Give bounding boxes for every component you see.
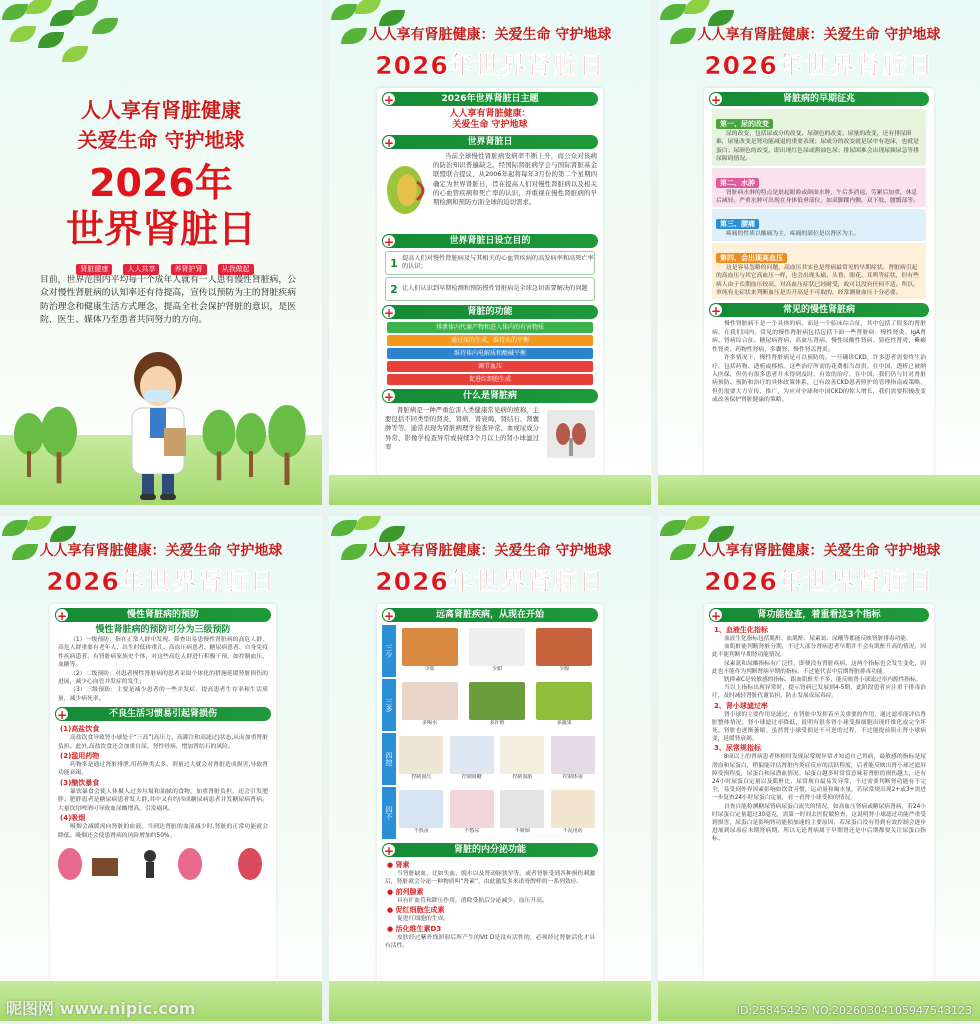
- check-1-text-3: 尿素氮和尿酸指标有广泛性，即便没有肾脏疾病，这两个指标也会发生变化，因此也不能作为判断肾病早期的指标，不过能代表中后期肾脏排毒功能。: [712, 660, 926, 675]
- endo-3-title: ● 促红细胞生成素: [387, 906, 445, 915]
- check-2-title: 2、肾小球滤过率: [714, 701, 768, 710]
- function-2: 通过尿的生成，维持水的平衡: [387, 335, 593, 346]
- function-3: 维持体内电解质和酸碱平衡: [387, 348, 593, 359]
- check-1-text-4: 胱抑素C是较敏感的指标，跟血肌酐差不多，能反映肾小球滤过率内源性指标。: [724, 677, 922, 684]
- purpose-2-text: 让人们认识到早期检测和预防慢性肾脏病是全球急切需要解决的问题: [402, 284, 588, 292]
- habit-3-text: 暴饮暴食会使人体摄入过多垃圾和油腻的食物，加重肾脏负担，还会引发肥胖。肥胖患者是糖尿病患者发人群,其中又有约四成糖尿病患者并发糖尿病肾病。大量饮用啤酒可导致血尿酸增高，引发痛风。: [58, 788, 268, 812]
- endo-bar: + 肾脏的内分泌功能: [382, 843, 598, 857]
- kidney-illustration: [383, 160, 433, 218]
- poster-3: [658, 0, 980, 505]
- habit-4-text: 吸烟会减缓流向肾脏的血液。当到达肾脏的血液减少时,肾脏的正常功能就会降低。吸烟还会使患肾病的风险增加约50%。: [58, 824, 268, 839]
- watermark: 昵图网 www.nipic.com: [6, 999, 196, 1018]
- poster-2: [329, 0, 651, 505]
- row-four-control: 四控 控制血压 控制血糖 控制血脂 控制体重: [382, 733, 598, 785]
- habit-1-title: (1)高盐饮食: [60, 725, 100, 734]
- what-bar: + 什么是肾脏病: [382, 389, 598, 403]
- slogan: 人人享有肾脏健康：关爱生命 守护地球: [697, 27, 941, 43]
- content-card: [377, 88, 603, 495]
- theme-line2: 关爱生命 守护地球: [452, 120, 528, 130]
- content-card: [704, 604, 934, 1004]
- day-bar: + 世界肾脏日: [382, 135, 598, 149]
- big-title: 2026年世界肾脏日: [704, 51, 934, 80]
- sign-2: 第二、水肿 肾脏病水肿的特点是晨起眼睑或颜面水肿，午后多消退，劳累后加重，休息后减轻。严重水肿可出现在身体低垂部位，如双脚踝内侧、双下肢、腰骶部等。: [712, 168, 926, 208]
- function-1: 排泄体内代谢产物和进入体内的有害物质: [387, 322, 593, 333]
- purpose-2-number: 2: [390, 282, 398, 296]
- plus-icon: +: [56, 708, 68, 723]
- poster-5: [329, 516, 651, 1021]
- prevent-1: （1）一级预防：指在正常人群中发现、筛查出易患慢性肾脏病的高危人群，高危人群重要有老年人、出生时低体重儿、高血压病患者、糖尿病患者、自身免疫性疾病患者、有肾脏病家族史个体，对这些高危人群进行积极干预，如控制血压、血糖等。: [58, 637, 268, 669]
- big-title: 2026年世界肾脏日: [375, 51, 605, 80]
- row-four-no: 四不 不熬夜 不憋尿 不吸烟 不乱用药: [382, 787, 598, 839]
- habit-bar: + 不良生活习惯易引起肾损伤: [55, 707, 271, 721]
- purpose-1-text: 提高人们对慢性肾脏病及与其相关的心血管疾病的高发病率和高死亡率的认识；: [402, 254, 594, 270]
- plus-icon: +: [383, 235, 395, 249]
- plus-icon: +: [710, 93, 722, 107]
- row-three-more: 三多 多喝水 多针植 多蔬果: [382, 679, 598, 731]
- tag-4: 从我做起: [218, 264, 254, 275]
- plus-icon: +: [383, 609, 395, 623]
- habit-1-text: 高盐饮食导致肾小球处于“三高”(高压力、高灌注和高滤过)状态,从而加重肾脏负担。此外,高盐饮食还会加重自尿、肾性骨病，增加肾结石的风险。: [58, 735, 268, 750]
- big-title: 2026年世界肾脏日: [704, 567, 934, 596]
- tag-3: 养肾护肾: [171, 264, 207, 275]
- check-3-text-1: 8成以上的肾病患者体检时发现尿常规异常才知道自己得病，最敏感的指标是尿潜血和尿蛋白，稍偏能评估肾脏内炎症反应的活跃程度，后者能反映出肾小球过滤屏障受损程度，尿蛋白和尿潜血情况。尿蛋白越多时常常意味着肾脏的损伤越大，还有24小时尿蛋白定量以及肌酐比、尿常规自最易发异常，不过需要判断肾功能有不完全，易受到外界因素影响如饮食习惯，运动量和喝水量，若尿常规出现2+或3+需进一步复查24小时尿蛋白定量，看一看肾小球受损的情况。: [712, 754, 926, 802]
- sign-3: 第三、腰痛 疼痛的性质以酸痛为主，疼痛的部位是以肾区为主。: [712, 209, 926, 240]
- sign-1: 第一、尿的改变 尿的改变，包括尿或分的改变、尿颜色的改变、尿量的改变，还有排尿困难，尿量改变是肾功能减退的重要表现；尿或分的改变就是尿中有泡沫，也就是蛋白；尿颜色的改变，即出现红色尿或酱油色尿；排尿困难会出现尿频尿急等排尿障碍情况。: [712, 109, 926, 166]
- day-text: 当前全球慢性肾脏病发病率不断上升，而公众对该病的防治知识普遍缺乏。经国际肾脏病学会与国际肾脏基金联盟联合提议，从2006年起将每年3月份的第二个星期四确定为世界肾脏日，旨在提高人们对慢性肾脏病以及相关的心血管疾病和死亡率的认识，并重视在慢性肾脏病的早期检测和预防方面全球的迫切需求。: [433, 152, 597, 207]
- big-title: 2026年世界肾脏日: [375, 567, 605, 596]
- poster-4: [0, 516, 322, 1021]
- endo-2-text: 具有扩血管和降压作用，消除受损后分泌减少，血压升高。: [397, 897, 548, 904]
- check-3-text-2: 自查自能检测糖尿肾病尿蛋白流失的情况，如高血压肾病或糖尿病肾病，若24小时尿蛋白定量超过30毫克，需第一时间去医院做检查，这说明肾小球滤过功能严重受到损害，尿蛋白是影响肾功能损加速的主要原因，若尿蛋白没有得到有效控制会逐步进展到尿毒症末期肾病期，所以无论肾病属于早期肾还是中后期都要关注尿蛋白指标。: [712, 803, 926, 843]
- endo-4-text: 皮肤经过紫外线照射后所产生的Vit D是没有活性的，必须经过肾脏活化才具有活性。: [385, 934, 595, 950]
- habit-2-title: (2)滥用药物: [60, 752, 100, 761]
- poster-6: [658, 516, 980, 1021]
- anatomy-image: [547, 410, 595, 458]
- function-4: 调节血压: [387, 361, 593, 372]
- habit-3-title: (3)酗饮暴食: [60, 778, 100, 787]
- kidney-characters: [50, 842, 276, 882]
- purpose-1-number: 1: [390, 256, 398, 270]
- purpose-bar: + 世界肾脏日设立目的: [382, 234, 598, 248]
- grass: [329, 981, 651, 1021]
- tag-1: 肾脏健康: [76, 264, 112, 275]
- plus-icon: +: [383, 390, 395, 404]
- poster1-line3: 2026年: [89, 161, 233, 205]
- theme-bar: + 2026年世界肾脏日主题: [382, 92, 598, 106]
- plus-icon: +: [383, 93, 395, 107]
- common-text-2: 许多情况下，慢性肾脏病是可以预防的。一旦确诊CKD，许多患者需要终生治疗，包括药物、透析或移植。这些治疗所需的花费相当昂贵。在中国，透析已被纳入医保，但仍有很多患者并未得到及时、有效的治疗。在中国，我们仍与针对肾脏病预防、预防和治疗的具体政策体系，已有改善CKD患者照护的管理指南或策略，但仍需要大力宣传，推广，为应对全球和中国CKD的惊人增长，我们需要积极改变或改善保护肾脏健康的策略。: [712, 355, 926, 404]
- content-card: [704, 88, 934, 495]
- prevent-3: （3）三级预防：主要是减少患者的一些并发症，提高患者生存率和生活质量，减少病死率。: [58, 687, 268, 702]
- grass: [329, 475, 651, 505]
- endo-4-title: ● 活化维生素D3: [387, 924, 442, 933]
- prevent-sub: 慢性肾脏病的预防可分为三级预防: [95, 625, 231, 635]
- tag-2: 人人共享: [123, 264, 159, 275]
- check-1-text-5: 当以上指标出现异常时，提示肾病已发展到4-5期，此阶段患者应注重于排毒治疗，及时减轻肾脏代谢负担，防止发展成尿毒症。: [712, 685, 926, 700]
- poster1-line2: 关爱生命 守护地球: [77, 128, 245, 152]
- plus-icon: +: [56, 609, 68, 623]
- check-1-text-1: 血液生化指标包括肌酐、血肌酐、尿素氮、尿酸等都能反映肾脏排毒功能。: [724, 636, 912, 642]
- common-bar: + 常见的慢性肾脏病: [709, 303, 929, 317]
- slogan: 人人享有肾脏健康：关爱生命 守护地球: [368, 27, 612, 43]
- slogan: 人人享有肾脏健康：关爱生命 守护地球: [39, 543, 283, 559]
- check-2-text: 肾小球的主要作用是滤过，在肾脏中发挥着至关重要的作用，通过滤率能评估肾脏整体情况。肾小球滤过率降低，说明有很多肾小球受损细胞出现纤维化或完全坏死，肾脏也逐渐萎缩。虽然肾小球受损是不可逆的过程，不过能提前阻止肾小球病变，延缓肾衰竭。: [712, 711, 926, 743]
- check-1-text-2: 血肌酐能判断肾脏分期，不过大部分肾病患者早期并不会有肌酐升高的情况，因此不能判断早期肾功能情况。: [712, 644, 926, 659]
- endo-1-title: ● 肾素: [387, 861, 410, 869]
- sign-bar: + 肾脏病的早期征兆: [709, 92, 929, 106]
- poster1-tags: [30, 256, 300, 275]
- what-text: 肾脏病是一种严重危害人类健康常见病的统称，主要包括不同类型的肾炎、肾病、肾衰竭、肾结石、肾囊肿等等。通常表现为肾脏病理学检查异常、血或尿成分异常、影像学检查异常或持续3个月以上的肾小球滤过率: [385, 406, 539, 451]
- check-3-title: 3、尿常规指标: [714, 744, 761, 753]
- row-three-less: 三少 少盐 少甜 少腥: [382, 625, 598, 677]
- plus-icon: +: [383, 844, 395, 858]
- prevent-2: （2）二级预防：对患者慢性肾脏病的患者采取个体化的措施延缓肾脏损伤的进展，减少心血管并发症的发生；: [58, 670, 268, 686]
- poster1-line4: 世界肾脏日: [65, 207, 256, 251]
- plus-icon: +: [383, 136, 395, 150]
- common-text-1: 慢性肾脏病不是一个具体的病，而是一个临床综合征，其中包括了很多的肾脏病，在我们国内，常见的慢性肾脏病包括包括下面一些肾脏病：慢性肾炎、IgA肾病、肾病综合征、糖尿病肾病、高血压肾病、慢性尿酸性肾病、狼疮性肾炎、紫癜性肾炎、药物性肾病、多囊肾、慢性肾盂肾炎。: [712, 321, 926, 353]
- check-bar: + 肾功能检查，着重看这3个指标: [709, 608, 929, 622]
- content-card: [50, 604, 276, 1004]
- endo-3-text: 促进红细胞的生成。: [397, 916, 450, 923]
- endo-2-title: ● 前列腺素: [387, 887, 424, 896]
- image-id-mark: ID:25845425 NO:20260304105947543123: [736, 1004, 972, 1017]
- habit-4-title: (4)吸烟: [60, 814, 86, 823]
- plus-icon: +: [710, 609, 722, 623]
- poster-1: [0, 0, 322, 505]
- leaf-decoration: [0, 0, 142, 104]
- theme-line1: 人人享有肾脏健康：: [449, 109, 531, 119]
- poster1-line1: 人人享有肾脏健康: [81, 98, 241, 122]
- doctor-illustration: [112, 346, 204, 505]
- grass: [658, 475, 980, 505]
- function-bar: + 肾脏的功能: [382, 305, 598, 319]
- sign-4: 第四、会出现高血压 这是容易忽略的问题，高血压其实也是肾病最常见的早期症状。肾脏病引起的高血压与其它高血压一样，也会出现头痛、头昏、眼花、耳鸣等症状，但有些病人由于长期血压较高，对高血压症状已经耐受，故可以没有任何不适。所以，单纯有无症状来判断血压是否升高是不可取的，经常测量血压十分必要。: [712, 243, 926, 300]
- habit-2-text: 药物多是通过肾脏排泄,用药种类太多、剂量过大就会对肾脏造成损害,导致肾功能衰竭。: [58, 762, 268, 777]
- check-1-title: 1、血液生化指标: [714, 626, 768, 634]
- slogan: 人人享有肾脏健康：关爱生命 守护地球: [697, 543, 941, 559]
- endo-1-text: 当肾脏缺血，比如失血、脱水以及肾动脉狭窄等，或者肾脏受到各种损伤刺激后，肾脏就会分泌一种物质叫“肾素”，由此激发多米诺骨牌样的一系列效应。: [385, 871, 595, 886]
- big-title: 2026年世界肾脏日: [46, 567, 276, 596]
- far-bar: + 远离肾脏疾病，从现在开始: [382, 608, 598, 622]
- poster1-intro: 目前，世界范围内平均每十个成年人就有一人患有慢性肾脏病，公众对慢性肾脏病的认知率还有待提高，宣传以预防为主的肾脏疾病防治理念和健康生活方式理念，提高全社会保护肾脏的意识，是医院、医生、媒体乃至患者共同努力的方向。: [40, 275, 296, 326]
- plus-icon: +: [710, 304, 722, 319]
- prevent-bar: + 慢性肾脏病的预防: [55, 608, 271, 622]
- content-card: [377, 604, 603, 1004]
- function-5: 促进红细胞生成: [387, 374, 593, 385]
- plus-icon: +: [383, 306, 395, 320]
- slogan: 人人享有肾脏健康：关爱生命 守护地球: [368, 543, 612, 559]
